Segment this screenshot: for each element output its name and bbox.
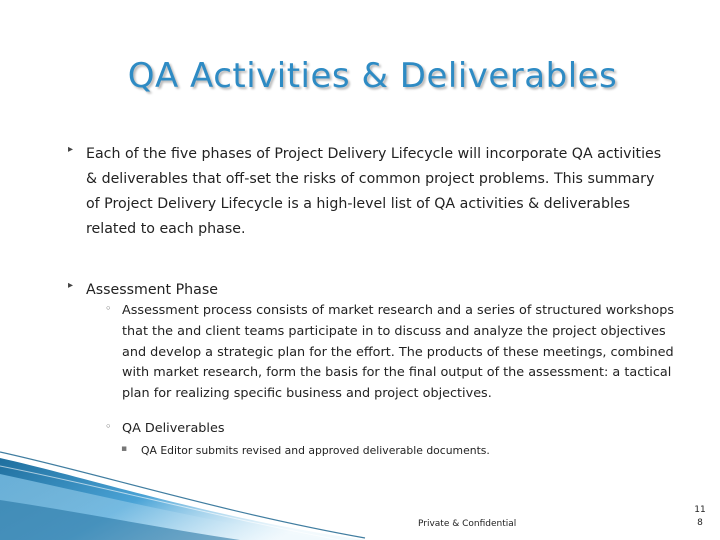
circle-bullet-icon: ◦ bbox=[105, 302, 112, 315]
bullet-assessment-phase bbox=[68, 278, 671, 303]
bullet-assessment-phase-text: Assessment Phase bbox=[86, 282, 218, 298]
page-number bbox=[688, 504, 712, 530]
sub-bullet-qa-deliverables-text: QA Deliverables bbox=[122, 421, 225, 436]
sub-sub-bullet-qa-editor-text: QA Editor submits revised and approved deliverable documents. bbox=[141, 444, 490, 457]
sub-bullet-assessment-process bbox=[105, 301, 682, 405]
bullet-intro-text: Each of the five phases of Project Delivery Lifecycle will incorporate QA activities & deliverables that off-set the risks of common project problems. This summary of Project Delivery Lifecycle is a high-level list of QA activities & deliverables related to each phase. bbox=[86, 146, 662, 237]
square-bullet-icon: ▪ bbox=[121, 444, 128, 454]
circle-bullet-icon: ◦ bbox=[105, 420, 112, 433]
decorative-swoosh bbox=[0, 440, 370, 540]
footer-confidential: Private & Confidential bbox=[418, 519, 517, 529]
sub-bullet-assessment-process-text: Assessment process consists of market research and a series of structured workshops that the and client teams participate in to discuss and analyze the project objectives and develop a strategic plan for the effort. The products of these meetings, combined with market research, form the basis for the final output of the assessment: a tactical plan for realizing specific business and project objectives. bbox=[122, 303, 675, 402]
bullet-intro bbox=[68, 142, 671, 242]
sub-bullet-qa-deliverables bbox=[105, 419, 682, 440]
arrow-bullet-icon: ▸ bbox=[68, 280, 74, 291]
slide-title: QA Activities & Deliverables bbox=[127, 56, 618, 96]
page-number-line-2: 8 bbox=[697, 518, 703, 528]
page-number-line-1: 11 bbox=[694, 505, 706, 515]
arrow-bullet-icon: ▸ bbox=[68, 144, 74, 155]
